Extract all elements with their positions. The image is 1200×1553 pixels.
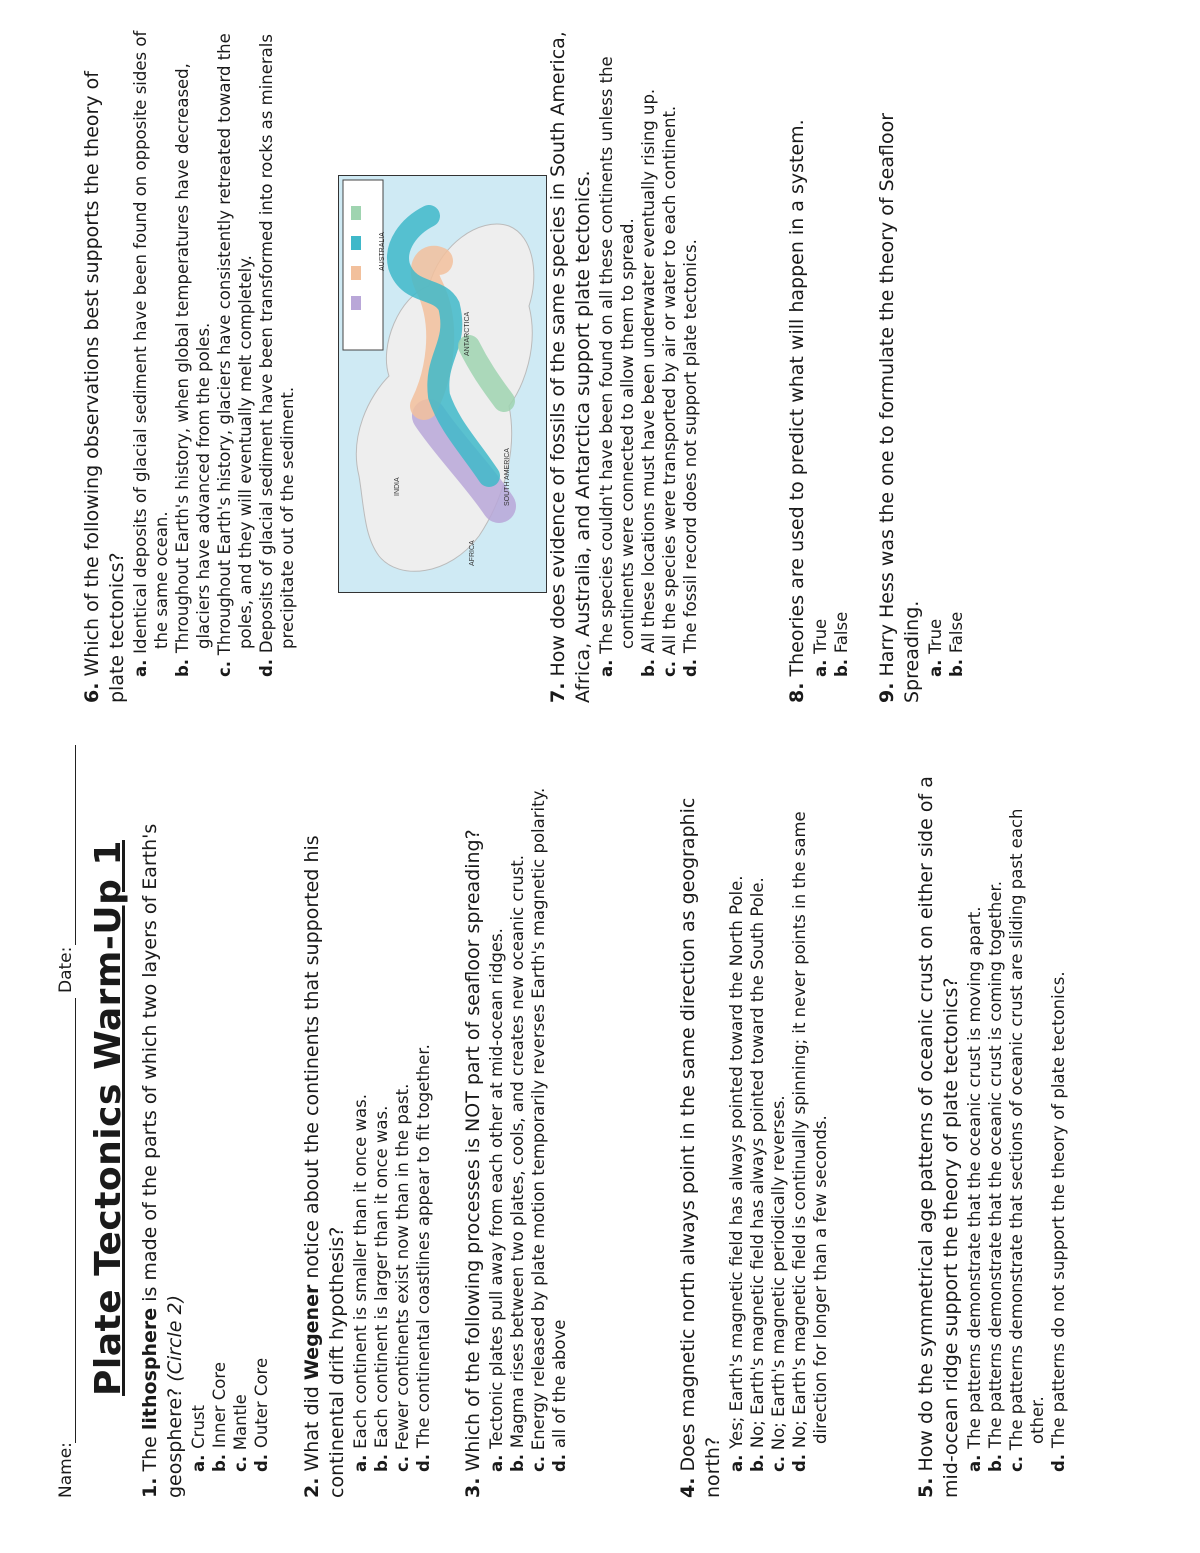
- option-letter: b.: [639, 653, 658, 677]
- map-label: AUSTRALIA: [379, 232, 386, 271]
- option-letter: a.: [131, 653, 150, 677]
- option-letter: d.: [257, 653, 276, 677]
- question-8: [785, 23, 852, 703]
- option-text: Magma rises between two plates, cools, and creates new oceanic crust.: [508, 854, 527, 1449]
- question-number: 6.: [81, 682, 103, 703]
- answer-option[interactable]: [130, 23, 172, 703]
- option-letter: d.: [550, 1448, 569, 1472]
- option-text: Each continent is larger than it once was.: [372, 1105, 391, 1449]
- fossil-map-figure: [338, 175, 547, 593]
- option-letter: a.: [487, 1448, 506, 1472]
- option-text: All these locations must have been underwater eventually rising up.: [639, 88, 658, 654]
- option-text: The fossil record does not support plate tectonics.: [681, 239, 700, 654]
- option-letter: c.: [660, 655, 679, 677]
- option-letter: b.: [372, 1448, 391, 1472]
- option-letter: b.: [832, 653, 851, 677]
- option-letter: b.: [748, 1448, 767, 1472]
- map-label: INDIA: [394, 477, 401, 496]
- question-number: 3.: [462, 1477, 484, 1498]
- option-letter: b.: [173, 653, 192, 677]
- name-date-header: [50, 738, 80, 1498]
- question-text: notice about the continents that supported his continental drift hypothesis?: [301, 835, 348, 1498]
- legend-swatch-orange: [351, 266, 361, 280]
- answer-option[interactable]: [507, 768, 528, 1498]
- question-3: [461, 768, 570, 1498]
- keyword: lithosphere: [139, 1307, 161, 1431]
- answer-option[interactable]: [528, 768, 549, 1498]
- map-legend: [343, 180, 383, 350]
- answer-option[interactable]: [1048, 768, 1069, 1498]
- option-letter: c.: [231, 1450, 250, 1472]
- option-text: All the species were transported by air or water to each continent.: [660, 105, 679, 656]
- answer-option[interactable]: [549, 768, 570, 1498]
- answer-option[interactable]: [214, 23, 256, 703]
- question-text: Does magnetic north always point in the same direction as geographic north?: [677, 797, 724, 1498]
- question-9: [875, 23, 967, 703]
- option-text: Outer Core: [252, 1357, 271, 1449]
- option-text: Each continent is smaller than it once was.: [351, 1094, 370, 1449]
- fossil-map-svg: [339, 176, 546, 592]
- date-field[interactable]: [74, 745, 76, 945]
- legend-swatch-green: [351, 206, 361, 220]
- option-text: all of the above: [550, 1319, 569, 1449]
- question-number: 2.: [301, 1477, 323, 1498]
- option-text: Mantle: [231, 1394, 250, 1451]
- option-text: Identical deposits of glacial sediment have been found on opposite sides of the same ocean.: [131, 30, 171, 654]
- answer-option[interactable]: [371, 768, 392, 1498]
- answer-option[interactable]: [747, 768, 768, 1498]
- answer-option[interactable]: [946, 23, 967, 703]
- option-text: Throughout Earth's history, glaciers have consistently retreated toward the poles, and they will eventually melt completely.: [215, 33, 255, 656]
- question-text: How do the symmetrical age patterns of oceanic crust on either side of a mid-ocean ridge support the theory of plate tectonics?: [915, 776, 962, 1498]
- option-letter: b.: [210, 1448, 229, 1472]
- option-letter: a.: [597, 653, 616, 677]
- option-text: The patterns demonstrate that the oceanic crust is moving apart.: [965, 906, 984, 1449]
- answer-option[interactable]: [1006, 768, 1048, 1498]
- option-text: False: [947, 611, 966, 654]
- option-text: Yes; Earth's magnetic field has always pointed toward the North Pole.: [727, 875, 746, 1449]
- question-2: [300, 768, 434, 1498]
- answer-option[interactable]: [413, 768, 434, 1498]
- question-6: [80, 23, 298, 703]
- question-4: [676, 768, 831, 1498]
- option-text: Throughout Earth's history, when global temperatures have decreased, glaciers have advanced from the poles.: [173, 63, 213, 654]
- option-text: Deposits of glacial sediment have been transformed into rocks as minerals precipitate out of the sediment.: [257, 34, 297, 654]
- question-number: 8.: [786, 682, 808, 703]
- option-letter: a.: [811, 653, 830, 677]
- instruction: (Circle 2): [164, 1294, 186, 1382]
- question-number: 1.: [139, 1477, 161, 1498]
- answer-option[interactable]: [350, 768, 371, 1498]
- option-text: The patterns demonstrate that the oceanic crust is coming together.: [986, 881, 1005, 1449]
- question-number: 7.: [547, 682, 569, 703]
- option-text: No; Earth's magnetic field has always pointed toward the South Pole.: [748, 877, 767, 1449]
- option-letter: c.: [393, 1450, 412, 1472]
- option-text: Inner Core: [210, 1362, 229, 1449]
- question-text: Harry Hess was the one to formulate the theory of Seafloor Spreading.: [876, 112, 923, 703]
- answer-option[interactable]: [726, 768, 747, 1498]
- legend-swatch-teal: [351, 236, 361, 250]
- answer-option[interactable]: [172, 23, 214, 703]
- option-text: The patterns demonstrate that sections of oceanic crust are sliding past each other.: [1007, 808, 1047, 1451]
- option-text: Energy released by plate motion temporarily reverses Earth's magnetic polarity.: [529, 787, 548, 1451]
- question-5: [914, 768, 1069, 1498]
- name-label: Name:: [56, 1442, 76, 1498]
- keyword: Wegener: [301, 1284, 323, 1381]
- map-label: ANTARCTICA: [464, 311, 471, 356]
- answer-option[interactable]: [789, 768, 831, 1498]
- answer-option[interactable]: [964, 768, 985, 1498]
- answer-option[interactable]: [251, 768, 272, 1498]
- question-1: [138, 768, 272, 1498]
- answer-option[interactable]: [768, 768, 789, 1498]
- question-number: 4.: [677, 1477, 699, 1498]
- option-text: The species couldn't have been found on all these continents unless the continents were connected to allow them to spread.: [597, 56, 637, 654]
- option-letter: c.: [1007, 1450, 1026, 1472]
- option-text: Crust: [189, 1405, 208, 1449]
- option-letter: a.: [727, 1448, 746, 1472]
- option-text: No; Earth's magnetic field is continually spinning; it never points in the same direction for longer than a few seconds.: [790, 811, 830, 1449]
- name-field[interactable]: [74, 998, 76, 1443]
- answer-option[interactable]: [810, 23, 831, 703]
- option-letter: d.: [414, 1448, 433, 1472]
- option-text: The patterns do not support the theory of plate tectonics.: [1049, 971, 1068, 1449]
- option-text: Tectonic plates pull away from each other at mid-ocean ridges.: [487, 928, 506, 1449]
- answer-option[interactable]: [392, 768, 413, 1498]
- option-text: True: [811, 618, 830, 654]
- answer-option[interactable]: [486, 768, 507, 1498]
- answer-option[interactable]: [230, 768, 251, 1498]
- question-text: What did: [301, 1380, 323, 1472]
- option-letter: a.: [965, 1448, 984, 1472]
- option-text: True: [926, 618, 945, 654]
- option-letter: a.: [189, 1448, 208, 1472]
- option-text: Fewer continents exist now than in the past.: [393, 1083, 412, 1451]
- option-letter: b.: [986, 1448, 1005, 1472]
- answer-option[interactable]: [659, 23, 680, 703]
- page-title: Plate Tectonics Warm-Up 1: [88, 840, 129, 1396]
- map-label: AFRICA: [469, 540, 476, 566]
- option-letter: d.: [681, 653, 700, 677]
- question-7: [546, 23, 701, 703]
- question-text: Which of the following observations best supports the theory of plate tectonics?: [81, 71, 128, 703]
- option-letter: b.: [508, 1448, 527, 1472]
- question-text: Theories are used to predict what will happen in a system.: [786, 119, 808, 677]
- option-letter: c.: [769, 1450, 788, 1472]
- question-text: The: [139, 1430, 161, 1472]
- option-letter: a.: [351, 1448, 370, 1472]
- option-letter: c.: [215, 655, 234, 677]
- answer-option[interactable]: [209, 768, 230, 1498]
- option-text: No; Earth's magnetic periodically reverses.: [769, 1095, 788, 1451]
- option-text: False: [832, 611, 851, 654]
- answer-option[interactable]: [638, 23, 659, 703]
- answer-option[interactable]: [985, 768, 1006, 1498]
- option-letter: d.: [790, 1448, 809, 1472]
- answer-option[interactable]: [256, 23, 298, 703]
- option-letter: a.: [926, 653, 945, 677]
- answer-option[interactable]: [831, 23, 852, 703]
- question-number: 5.: [915, 1477, 937, 1498]
- date-label: Date:: [56, 946, 76, 993]
- legend-swatch-purple: [351, 296, 361, 310]
- option-letter: b.: [947, 653, 966, 677]
- map-label: SOUTH AMERICA: [504, 448, 511, 506]
- option-letter: c.: [529, 1450, 548, 1472]
- answer-option[interactable]: [925, 23, 946, 703]
- question-number: 9.: [876, 682, 898, 703]
- answer-option[interactable]: [596, 23, 638, 703]
- question-text: Which of the following processes is NOT part of seafloor spreading?: [462, 829, 484, 1472]
- option-letter: d.: [1049, 1448, 1068, 1472]
- question-text: is made of the parts of which two layers of Earth's geosphere?: [139, 823, 186, 1498]
- answer-option[interactable]: [188, 768, 209, 1498]
- question-text: How does evidence of fossils of the same species in South America, Africa, Australia, and Antarctica support plate tectonics.: [547, 31, 594, 703]
- option-text: The continental coastlines appear to fit together.: [414, 1044, 433, 1449]
- answer-option[interactable]: [680, 23, 701, 703]
- option-letter: d.: [252, 1448, 271, 1472]
